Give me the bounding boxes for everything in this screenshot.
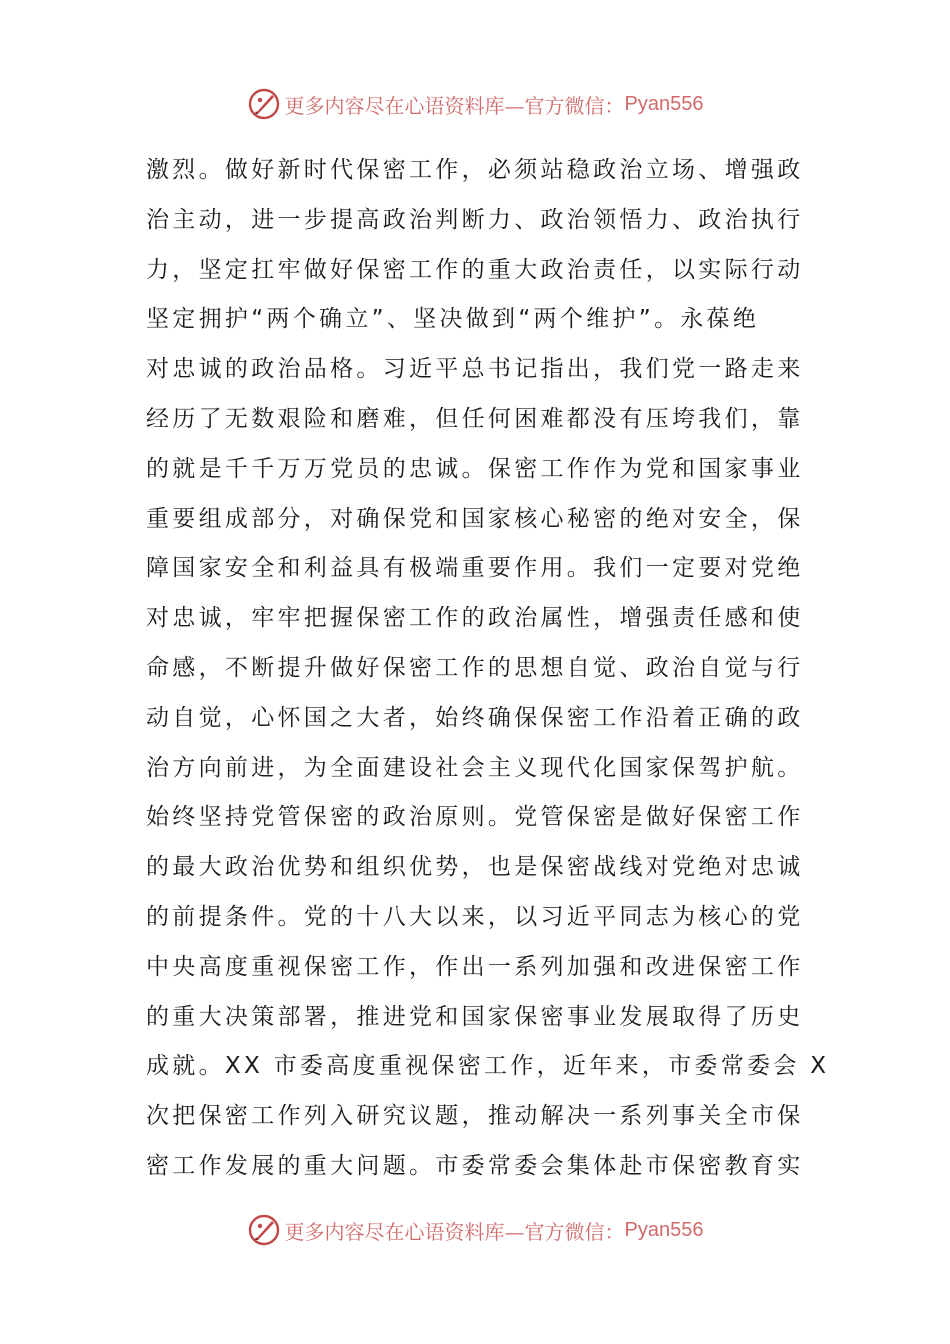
body-line: 动自觉，心怀国之大者，始终确保保密工作沿着正确的政	[146, 704, 804, 731]
quill-seal-icon	[247, 87, 281, 121]
body-line: 对忠诚，牢牢把握保密工作的政治属性，增强责任感和使	[146, 605, 804, 632]
body-line: 经历了无数艰险和磨难，但任何困难都没有压垮我们，靠	[146, 405, 804, 432]
body-line: 的最大政治优势和组织优势，也是保密战线对党绝对忠诚	[146, 854, 804, 881]
header-watermark	[0, 84, 950, 124]
watermark-text: 更多内容尽在心语资料库—官方微信：	[284, 93, 625, 118]
body-line: 的就是千千万万党员的忠诚。保密工作作为党和国家事业	[146, 455, 804, 482]
body-line: 治主动，进一步提高政治判断力、政治领悟力、政治执行	[146, 206, 804, 233]
body-line: 中央高度重视保密工作，作出一系列加强和改进保密工作	[146, 953, 804, 980]
body-line: 障国家安全和利益具有极端重要作用。我们一定要对党绝	[146, 555, 804, 582]
quill-seal-icon	[247, 1213, 281, 1247]
body-line: 力，坚定扛牢做好保密工作的重大政治责任，以实际行动	[146, 256, 804, 283]
watermark-wechat-id: Pyan556	[624, 1218, 704, 1241]
body-line: 命感，不断提升做好保密工作的思想自觉、政治自觉与行	[146, 654, 804, 681]
body-line: 激烈。做好新时代保密工作，必须站稳政治立场、增强政	[146, 157, 804, 183]
body-line: 治方向前进，为全面建设社会主义现代化国家保驾护航。	[146, 754, 804, 781]
footer-watermark	[0, 1210, 950, 1250]
watermark-wechat-id: Pyan556	[624, 92, 704, 115]
body-line: 的重大决策部署，推进党和国家保密事业发展取得了历史	[146, 1003, 804, 1030]
document-body	[146, 146, 830, 1192]
body-line: 密工作发展的重大问题。市委常委会集体赴市保密教育实	[146, 1152, 804, 1179]
body-line: 成就。XX 市委高度重视保密工作，近年来，市委常委会 X	[146, 1053, 830, 1080]
body-line: 的前提条件。党的十八大以来，以习近平同志为核心的党	[146, 903, 804, 930]
body-line: 次把保密工作列入研究议题，推动解决一系列事关全市保	[146, 1103, 804, 1130]
body-line: 重要组成部分，对确保党和国家核心秘密的绝对安全，保	[146, 505, 804, 532]
body-line: 始终坚持党管保密的政治原则。党管保密是做好保密工作	[146, 804, 804, 831]
body-line: 坚定拥护“两个确立”、坚决做到“两个维护”。永葆绝	[146, 306, 760, 333]
body-line: 对忠诚的政治品格。习近平总书记指出，我们党一路走来	[146, 356, 804, 383]
watermark-text: 更多内容尽在心语资料库—官方微信：	[284, 1219, 625, 1244]
